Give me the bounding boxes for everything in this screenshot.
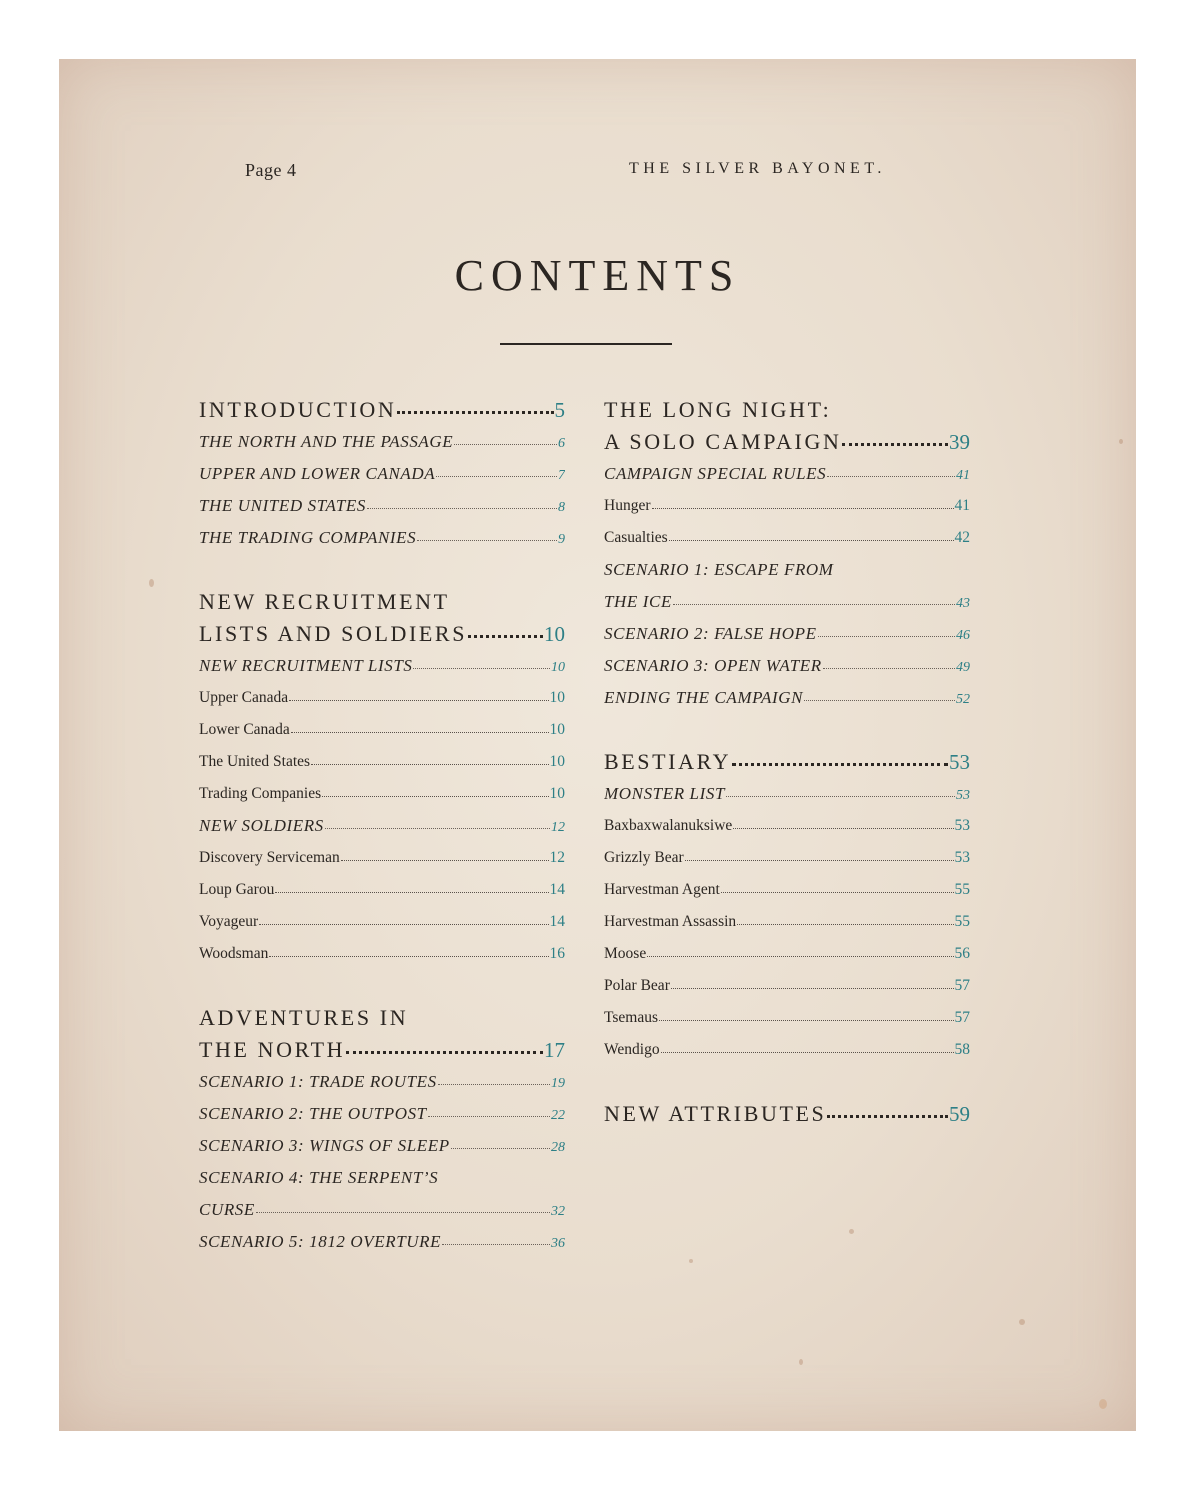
toc-page-number: 10 xyxy=(549,785,565,802)
toc-entry-label: Voyageur xyxy=(199,913,259,930)
dot-leader xyxy=(842,442,948,446)
toc-item-entry[interactable] xyxy=(604,938,970,970)
toc-section-entry[interactable] xyxy=(604,746,970,778)
toc-subsection-entry[interactable] xyxy=(604,650,970,682)
toc-entry-label: SCENARIO 5: 1812 OVERTURE xyxy=(199,1232,442,1251)
toc-item-entry[interactable] xyxy=(604,906,970,938)
toc-page-number: 55 xyxy=(954,913,970,930)
toc-item-entry[interactable] xyxy=(604,842,970,874)
toc-page-number: 36 xyxy=(551,1236,565,1251)
toc-page-number: 8 xyxy=(558,500,565,515)
title-divider xyxy=(500,343,672,345)
dot-leader xyxy=(721,891,954,893)
dot-leader xyxy=(367,507,557,509)
toc-page-number: 56 xyxy=(954,945,970,962)
section-spacer xyxy=(604,714,970,746)
toc-subsection-entry[interactable] xyxy=(199,1066,565,1098)
toc-page-number: 9 xyxy=(558,532,565,547)
toc-subsection-entry[interactable] xyxy=(199,1226,565,1258)
toc-item-entry[interactable] xyxy=(604,522,970,554)
toc-item-entry[interactable] xyxy=(199,746,565,778)
toc-entry-label: ENDING THE CAMPAIGN xyxy=(604,688,804,707)
dot-leader xyxy=(671,987,954,989)
toc-subsection-entry[interactable] xyxy=(199,522,565,554)
toc-subsection-entry[interactable] xyxy=(199,490,565,522)
toc-entry-label: Loup Garou xyxy=(199,881,275,898)
dot-leader xyxy=(397,410,553,414)
dot-leader xyxy=(652,507,954,509)
toc-page-number: 10 xyxy=(549,689,565,706)
toc-page-number: 53 xyxy=(949,750,970,774)
toc-entry-label: Grizzly Bear xyxy=(604,849,684,866)
toc-item-entry[interactable] xyxy=(199,778,565,810)
toc-entry-label: NEW ATTRIBUTES xyxy=(604,1101,827,1126)
page-number-label: Page 4 xyxy=(245,160,297,180)
dot-leader xyxy=(311,763,548,765)
toc-right-column xyxy=(604,394,970,1130)
toc-entry-label: MONSTER LIST xyxy=(604,784,726,803)
toc-entry-label: Harvestman Assassin xyxy=(604,913,737,930)
toc-entry-label: UPPER AND LOWER CANADA xyxy=(199,464,436,483)
dot-leader xyxy=(322,795,548,797)
toc-page-number: 12 xyxy=(551,820,565,835)
toc-entry-label: A SOLO CAMPAIGN xyxy=(604,429,842,454)
toc-entry-label: SCENARIO 3: OPEN WATER xyxy=(604,656,822,675)
dot-leader xyxy=(823,667,955,669)
toc-page-number: 53 xyxy=(954,849,970,866)
dot-leader xyxy=(468,634,543,638)
toc-entry-label: Moose xyxy=(604,945,647,962)
dot-leader xyxy=(659,1019,953,1021)
contents-title: CONTENTS xyxy=(454,251,741,300)
toc-subsection-entry[interactable] xyxy=(604,586,970,618)
toc-page-number: 41 xyxy=(954,497,970,514)
toc-section-entry[interactable] xyxy=(199,618,565,650)
toc-page-number: 32 xyxy=(551,1204,565,1219)
section-spacer xyxy=(604,1066,970,1098)
dot-leader xyxy=(346,1050,543,1054)
toc-subsection-entry[interactable] xyxy=(604,682,970,714)
toc-entry-label: The United States xyxy=(199,753,311,770)
dot-leader xyxy=(733,827,953,829)
toc-entry-label: SCENARIO 2: THE OUTPOST xyxy=(199,1104,427,1123)
dot-leader xyxy=(413,667,550,669)
toc-left-column xyxy=(199,394,565,1258)
toc-page-number: 57 xyxy=(954,977,970,994)
dot-leader xyxy=(269,955,548,957)
toc-subsection-entry[interactable] xyxy=(199,426,565,458)
toc-entry-label: CURSE xyxy=(199,1200,255,1219)
dot-leader xyxy=(442,1243,550,1245)
dot-leader xyxy=(428,1115,550,1117)
dot-leader xyxy=(325,827,550,829)
toc-item-entry[interactable] xyxy=(199,874,565,906)
toc-page-number: 49 xyxy=(956,660,970,675)
dot-leader xyxy=(827,475,955,477)
dot-leader xyxy=(737,923,953,925)
toc-item-entry[interactable] xyxy=(199,906,565,938)
book-title: THE SILVER BAYONET. xyxy=(629,160,886,177)
dot-leader xyxy=(451,1147,550,1149)
toc-page-number: 12 xyxy=(549,849,565,866)
toc-subsection-title-line: SCENARIO 1: ESCAPE FROM xyxy=(604,560,834,579)
toc-entry-label: THE UNITED STATES xyxy=(199,496,366,515)
toc-section-title-line: THE LONG NIGHT: xyxy=(604,397,832,422)
dot-leader xyxy=(275,891,548,893)
dot-leader xyxy=(827,1114,948,1118)
dot-leader xyxy=(669,539,954,541)
toc-page-number: 43 xyxy=(956,596,970,611)
toc-page-number: 58 xyxy=(954,1041,970,1058)
toc-section-entry[interactable] xyxy=(604,1098,970,1130)
toc-entry-label: THE NORTH AND THE PASSAGE xyxy=(199,432,454,451)
toc-page-number: 10 xyxy=(551,660,565,675)
toc-subsection-entry[interactable] xyxy=(199,1098,565,1130)
dot-leader xyxy=(256,1211,550,1213)
toc-entry-label: THE TRADING COMPANIES xyxy=(199,528,417,547)
dot-leader xyxy=(732,762,948,766)
toc-item-entry[interactable] xyxy=(604,970,970,1002)
toc-page-number: 55 xyxy=(954,881,970,898)
toc-entry-label: Polar Bear xyxy=(604,977,670,994)
dot-leader xyxy=(259,923,548,925)
toc-section-entry[interactable] xyxy=(604,426,970,458)
toc-page-number: 10 xyxy=(549,753,565,770)
section-spacer xyxy=(199,970,565,1002)
toc-page-number: 10 xyxy=(544,622,565,646)
toc-entry-label: SCENARIO 2: FALSE HOPE xyxy=(604,624,817,643)
toc-entry-label: THE ICE xyxy=(604,592,672,611)
dot-leader xyxy=(804,699,955,701)
toc-page-number: 53 xyxy=(954,817,970,834)
toc-item-entry[interactable] xyxy=(604,1034,970,1066)
toc-entry-label: CAMPAIGN SPECIAL RULES xyxy=(604,464,827,483)
toc-entry-label: Harvestman Agent xyxy=(604,881,720,898)
toc-entry-label: Hunger xyxy=(604,497,651,514)
toc-entry-label: Upper Canada xyxy=(199,689,289,706)
toc-entry-label: Tsemaus xyxy=(604,1009,659,1026)
toc-page-number: 22 xyxy=(551,1108,565,1123)
dot-leader xyxy=(647,955,953,957)
dot-leader xyxy=(685,859,954,861)
toc-subsection-entry[interactable] xyxy=(199,1194,565,1226)
toc-entry-label: Baxbaxwalanuksiwe xyxy=(604,817,733,834)
toc-page-number: 46 xyxy=(956,628,970,643)
toc-entry-label: Wendigo xyxy=(604,1041,660,1058)
toc-page-number: 57 xyxy=(954,1009,970,1026)
toc-page-number: 41 xyxy=(956,468,970,483)
dot-leader xyxy=(417,539,557,541)
dot-leader xyxy=(291,731,549,733)
dot-leader xyxy=(289,699,548,701)
toc-entry-label: NEW SOLDIERS xyxy=(199,816,324,835)
toc-page-number: 7 xyxy=(558,468,565,483)
toc-entry-label: THE NORTH xyxy=(199,1037,346,1062)
toc-page-number: 5 xyxy=(554,398,565,422)
toc-subsection-entry[interactable] xyxy=(199,810,565,842)
toc-subsection-entry[interactable] xyxy=(199,458,565,490)
toc-page-number: 17 xyxy=(544,1038,565,1062)
toc-section-entry[interactable] xyxy=(199,1034,565,1066)
toc-subsection-entry[interactable] xyxy=(604,458,970,490)
toc-page-number: 14 xyxy=(549,881,565,898)
toc-page-number: 14 xyxy=(549,913,565,930)
dot-leader xyxy=(454,443,557,445)
toc-page-number: 16 xyxy=(549,945,565,962)
toc-page-number: 53 xyxy=(956,788,970,803)
toc-page-number: 59 xyxy=(949,1102,970,1126)
toc-section-title-line: ADVENTURES IN xyxy=(199,1005,409,1030)
toc-item-entry[interactable] xyxy=(199,714,565,746)
toc-entry-label: LISTS AND SOLDIERS xyxy=(199,621,468,646)
toc-section-entry[interactable] xyxy=(199,394,565,426)
toc-subsection-title-line: SCENARIO 4: THE SERPENT’S xyxy=(199,1168,439,1187)
dot-leader xyxy=(661,1051,954,1053)
toc-subsection-entry[interactable] xyxy=(604,618,970,650)
toc-entry-label: Woodsman xyxy=(199,945,269,962)
toc-item-entry[interactable] xyxy=(604,874,970,906)
toc-item-entry[interactable] xyxy=(199,842,565,874)
toc-item-entry[interactable] xyxy=(604,490,970,522)
toc-item-entry[interactable] xyxy=(604,810,970,842)
toc-subsection-entry[interactable] xyxy=(199,650,565,682)
dot-leader xyxy=(436,475,557,477)
toc-page-number: 19 xyxy=(551,1076,565,1091)
dot-leader xyxy=(818,635,955,637)
dot-leader xyxy=(673,603,955,605)
toc-page-number: 39 xyxy=(949,430,970,454)
toc-entry-label: Casualties xyxy=(604,529,668,546)
toc-page-number: 52 xyxy=(956,692,970,707)
dot-leader xyxy=(341,859,549,861)
toc-subsection-entry[interactable] xyxy=(604,778,970,810)
toc-entry-label: SCENARIO 3: WINGS OF SLEEP xyxy=(199,1136,450,1155)
toc-entry-label: INTRODUCTION xyxy=(199,397,397,422)
toc-item-entry[interactable] xyxy=(604,1002,970,1034)
toc-item-entry[interactable] xyxy=(199,938,565,970)
toc-page-number: 6 xyxy=(558,436,565,451)
toc-entry-label: Trading Companies xyxy=(199,785,322,802)
toc-item-entry[interactable] xyxy=(199,682,565,714)
toc-entry-label: NEW RECRUITMENT LISTS xyxy=(199,656,413,675)
toc-entry-label: SCENARIO 1: TRADE ROUTES xyxy=(199,1072,437,1091)
toc-entry-label: Lower Canada xyxy=(199,721,290,738)
toc-page-number: 42 xyxy=(954,529,970,546)
dot-leader xyxy=(726,795,955,797)
toc-entry-label: Discovery Serviceman xyxy=(199,849,340,866)
toc-page-number: 10 xyxy=(549,721,565,738)
toc-page-number: 28 xyxy=(551,1140,565,1155)
section-spacer xyxy=(199,554,565,586)
dot-leader xyxy=(438,1083,550,1085)
toc-subsection-entry[interactable] xyxy=(199,1130,565,1162)
toc-entry-label: BESTIARY xyxy=(604,749,732,774)
toc-section-title-line: NEW RECRUITMENT xyxy=(199,589,450,614)
